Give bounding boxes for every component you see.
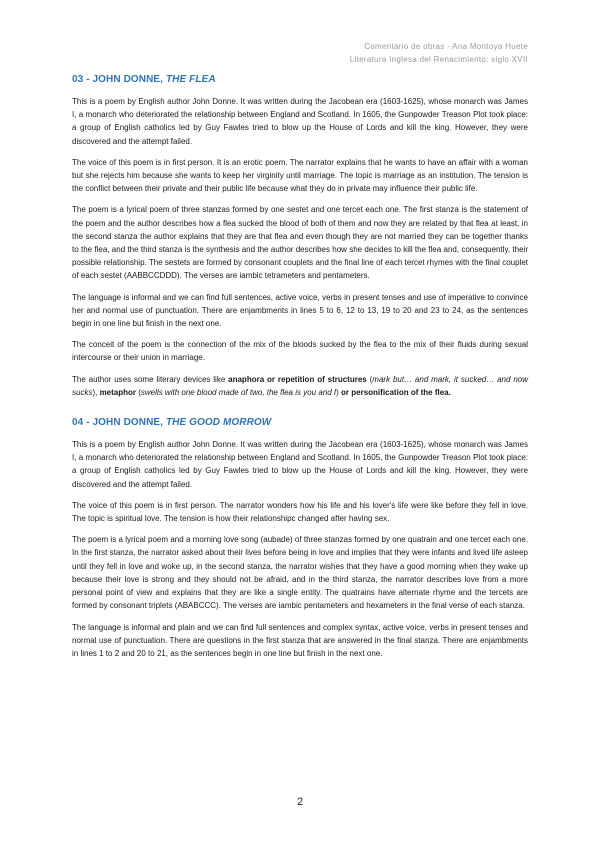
section-heading-prefix: 04 - JOHN DONNE,	[72, 417, 166, 429]
paragraph-language: The language is informal and we can find full sentences, active voice, verbs in present tenses and use of imperative to convince her and normal use of punctuation. There are enjambments in lines 5 to 6, 12 to 13, 19 to 20 and 23 to 24, as the sentences begin in one line but finish in the next one.	[72, 292, 528, 329]
page-number: 2	[296, 796, 304, 808]
devices-text: The author uses some literary devices like	[72, 374, 229, 384]
devices-personification: personification of the flea.	[349, 387, 451, 397]
section-heading-title: THE GOOD MORROW	[165, 417, 272, 429]
paragraph-voice: The voice of this poem is in first person. It is an erotic poem. The narrator explains that he wants to have an affair with a woman but she rejects him because she wants to keep her virginity until marriage. The topic is marriage as an institution. The tension is the conflict between their private and their public life because what they do in private may influence their public life.	[72, 157, 528, 194]
devices-example-anaphora: mark but… and mark, it sucked… and now sucks	[72, 374, 528, 397]
main-content	[72, 74, 528, 668]
devices-example-metaphor: swells with one blood made of two, the flea is you and I	[140, 387, 337, 397]
paragraph-context: This is a poem by English author John Donne. It was written during the Jacobean era (1603-1625), whose monarch was James I, a monarch who deteriorated the relationship between England and Scotland. In 1605, the Gunpowder Treason Plot took place: a group of English catholics led by Guy Fawles tried to blow up the House of Lords and kill the king. However, they were discovered and the attempt failed.	[72, 97, 528, 146]
devices-or: or	[341, 387, 350, 397]
section-heading-title: THE FLEA	[165, 74, 216, 85]
paragraph-language: The language is informal and plain and we can find full sentences and complex syntax, active voice, verbs in present tenses and normal use of punctuation. There are questions in the first stanza that are answered in the final stanza. There are enjambments in lines 1 to 2 and 20 to 21, as the sentences begin in one line but finish in the next one.	[72, 622, 528, 658]
header-line-author: Comentario de obras - Ana Montoya Huete	[364, 42, 528, 51]
devices-text: (	[136, 387, 141, 397]
paragraph-structure: The poem is a lyrical poem and a morning love song (aubade) of three stanzas formed by one quatrain and one tercet each one. In the first stanza, the narrator asked about their lives before being in love and implies that they were infants and lived life asleep until they fell in love and woke up, in the second stanza, the narrator wishes that they have a good morning when they wake up because their love is strong and they should not be afraid, and in the third stanza, the narrator describes love from a more personal point of view and explains that they are like a single entity. The quatrains have alternate rhyme and the tercets are formed by consonant triplets (ABABCCC). The verses are iambic pentameters and hexameters in the final verse of each stanza.	[72, 535, 528, 611]
devices-text: ),	[92, 387, 100, 397]
section-heading-the-good-morrow	[72, 417, 528, 428]
paragraph-voice: The voice of this poem is in first person. The narrator wonders how his life and his lover's life were like before they fell in love. The topic is spiritual love. The tension is how their relationshipc changed after having sex.	[72, 500, 528, 524]
page-header	[350, 40, 528, 66]
section-heading-prefix: 03 - JOHN DONNE,	[72, 74, 166, 85]
paragraph-context: This is a poem by English author John Donne. It was written during the Jacobean era (1603-1625), whose monarch was James I, a monarch who deteriorated the relationship between England and Scotland. In 1605, the Gunpowder Treason Plot took place: a group of English catholics led by Guy Fawles tried to blow up the House of Lords and kill the king. However, they were discovered and the attempt failed.	[72, 440, 528, 489]
paragraph-devices	[72, 373, 528, 399]
devices-metaphor: metaphor	[99, 387, 137, 397]
header-line-course: Literatura Inglesa del Renacimiento: siglo XVII	[349, 55, 528, 64]
devices-anaphora: anaphora or repetition of structures	[228, 374, 367, 384]
paragraph-structure: The poem is a lyrical poem of three stanzas formed by one sestet and one tercet each one. The first stanza is the statement of the poem and the author describes how a flea sucked the blood of both of them and now they are related by that flea at least, in the second stanza the author explains that they are that flea and even though they are not married they can be together thanks to the flea, and the third stanza is the synthesis and the author describes how she decides to kill the flea and, consequently, their possible relationship. The sestets are formed by consonant couplets and the final line of each tercet rhymes with the final couplet of each sestet (AABBCCDDD). The verses are iambic tetrameters and pentameters.	[72, 205, 528, 281]
devices-text: )	[336, 387, 342, 397]
section-heading-the-flea	[72, 74, 528, 85]
devices-text: (	[366, 374, 373, 384]
paragraph-conceit: The conceit of the poem is the connection of the mix of the bloods sucked by the flea to the mix of their fluids during sexual intercourse or their union in marriage.	[72, 340, 528, 363]
